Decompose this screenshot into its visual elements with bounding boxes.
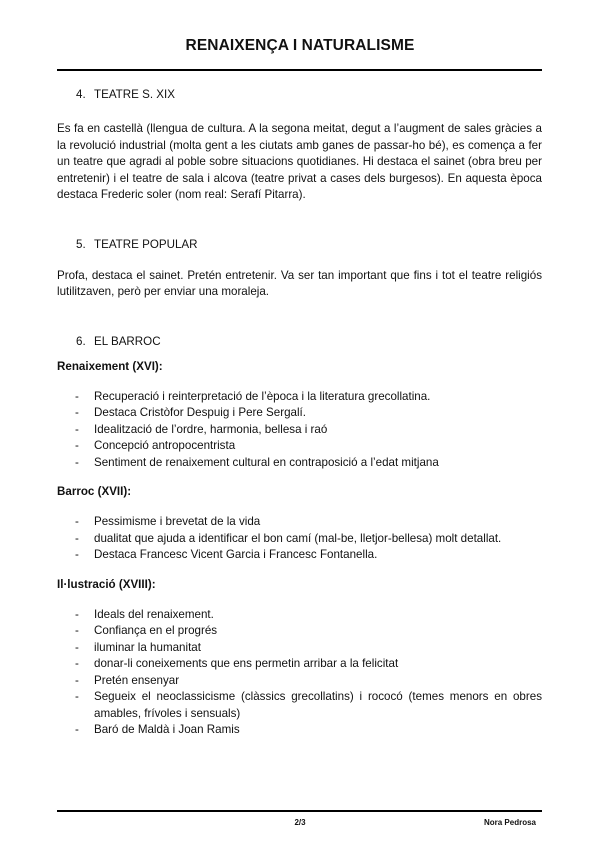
list-item	[57, 389, 542, 406]
bullet-dash: -	[75, 548, 79, 561]
list-item-text: Ideals del renaixement.	[94, 607, 214, 621]
list-item	[57, 673, 542, 690]
list-item-text: Idealització de l’ordre, harmonia, bellesa i raó	[94, 422, 328, 436]
bullet-list-illustracio	[57, 607, 542, 739]
bullet-dash: -	[75, 673, 79, 687]
section-heading-teatre-s-xix	[76, 88, 542, 101]
list-item	[57, 547, 542, 564]
list-item-text: donar-li coneixements que ens permetin arribar a la felicitat	[94, 657, 399, 670]
section-title: EL BARROC	[94, 334, 161, 348]
bullet-dash: -	[75, 531, 79, 545]
section-title: TEATRE POPULAR	[94, 237, 198, 251]
bullet-dash: -	[75, 723, 79, 736]
bullet-dash: -	[75, 389, 79, 403]
document-body	[57, 80, 542, 739]
list-item	[57, 422, 542, 439]
bullet-list-barroc	[57, 514, 542, 564]
page-number: 2/3	[294, 818, 306, 827]
list-item	[57, 455, 542, 472]
page-title: RENAIXENÇA I NATURALISME	[185, 37, 415, 54]
footer-rule	[57, 810, 542, 812]
list-item	[57, 689, 542, 722]
section-number: 6.	[76, 334, 86, 348]
list-item	[57, 607, 542, 624]
group-label-illustracio: Il·lustració (XVIII):	[57, 577, 156, 591]
section-number: 5.	[76, 237, 86, 251]
section-title: TEATRE S. XIX	[94, 88, 175, 101]
list-item	[57, 438, 542, 455]
list-item-text: Confiança en el progrés	[94, 624, 218, 637]
section-paragraph: Es fa en castellà (llengua de cultura. A la segona meitat, degut a l’augment de sales gràcies a la revolució industrial (molta gent a les ciutats amb ganes de passar-ho bé), es comença a fer un teatre que agradi al poble sobre situacions quotidianes. Hi destaca el sainet (obra breu per entretenir) i el teatre de sala i alcova (teatre privat a cases dels burgesos). En aquesta època destaca Frederic soler (nom real: Serafí Pitarra).	[57, 122, 542, 201]
bullet-dash: -	[75, 439, 79, 452]
list-item-text: Segueix el neoclassicisme (clàssics grecollatins) i rococó (temes menors en obres amables, frívoles i sensuals)	[94, 690, 542, 720]
list-item	[57, 722, 542, 739]
bullet-dash: -	[75, 640, 79, 654]
list-item-text: dualitat que ajuda a identificar el bon camí (mal-be, lletjor-bellesa) molt detallat.	[94, 531, 502, 545]
group-label-renaixement: Renaixement (XVI):	[57, 359, 163, 373]
bullet-dash: -	[75, 422, 79, 436]
list-item-text: Pretén ensenyar	[94, 673, 180, 687]
section-number: 4.	[76, 88, 86, 101]
bullet-dash: -	[75, 607, 79, 621]
header-rule	[57, 69, 542, 71]
list-item	[57, 623, 542, 640]
bullet-dash: -	[75, 657, 79, 670]
section-heading-el-barroc	[76, 335, 542, 348]
list-item-text: Destaca Cristòfor Despuig i Pere Sergalí.	[94, 406, 306, 419]
list-item-text: iluminar la humanitat	[94, 640, 201, 654]
list-item	[57, 531, 542, 548]
list-item-text: Pessimisme i brevetat de la vida	[94, 515, 261, 528]
list-item	[57, 514, 542, 531]
list-item	[57, 656, 542, 673]
bullet-dash: -	[75, 624, 79, 637]
group-label-barroc: Barroc (XVII):	[57, 485, 132, 498]
list-item	[57, 405, 542, 422]
bullet-dash: -	[75, 406, 79, 419]
list-item-text: Concepció antropocentrista	[94, 439, 236, 452]
list-item-text: Baró de Maldà i Joan Ramis	[94, 723, 240, 736]
bullet-list-renaixement	[57, 389, 542, 472]
list-item-text: Destaca Francesc Vicent Garcia i Francesc Fontanella.	[94, 548, 378, 561]
list-item-text: Sentiment de renaixement cultural en contraposició a l’edat mitjana	[94, 455, 439, 469]
bullet-dash: -	[75, 515, 79, 528]
bullet-dash: -	[75, 690, 79, 703]
bullet-dash: -	[75, 455, 79, 469]
list-item	[57, 640, 542, 657]
section-heading-teatre-popular	[76, 238, 542, 251]
footer-author: Nora Pedrosa	[483, 818, 536, 827]
list-item-text: Recuperació i reinterpretació de l’època i la literatura grecollatina.	[94, 389, 431, 403]
section-paragraph: Profa, destaca el sainet. Pretén entretenir. Va ser tan important que fins i tot el teatre religiós lutilitzaven, però per enviar una moraleja.	[57, 268, 542, 298]
